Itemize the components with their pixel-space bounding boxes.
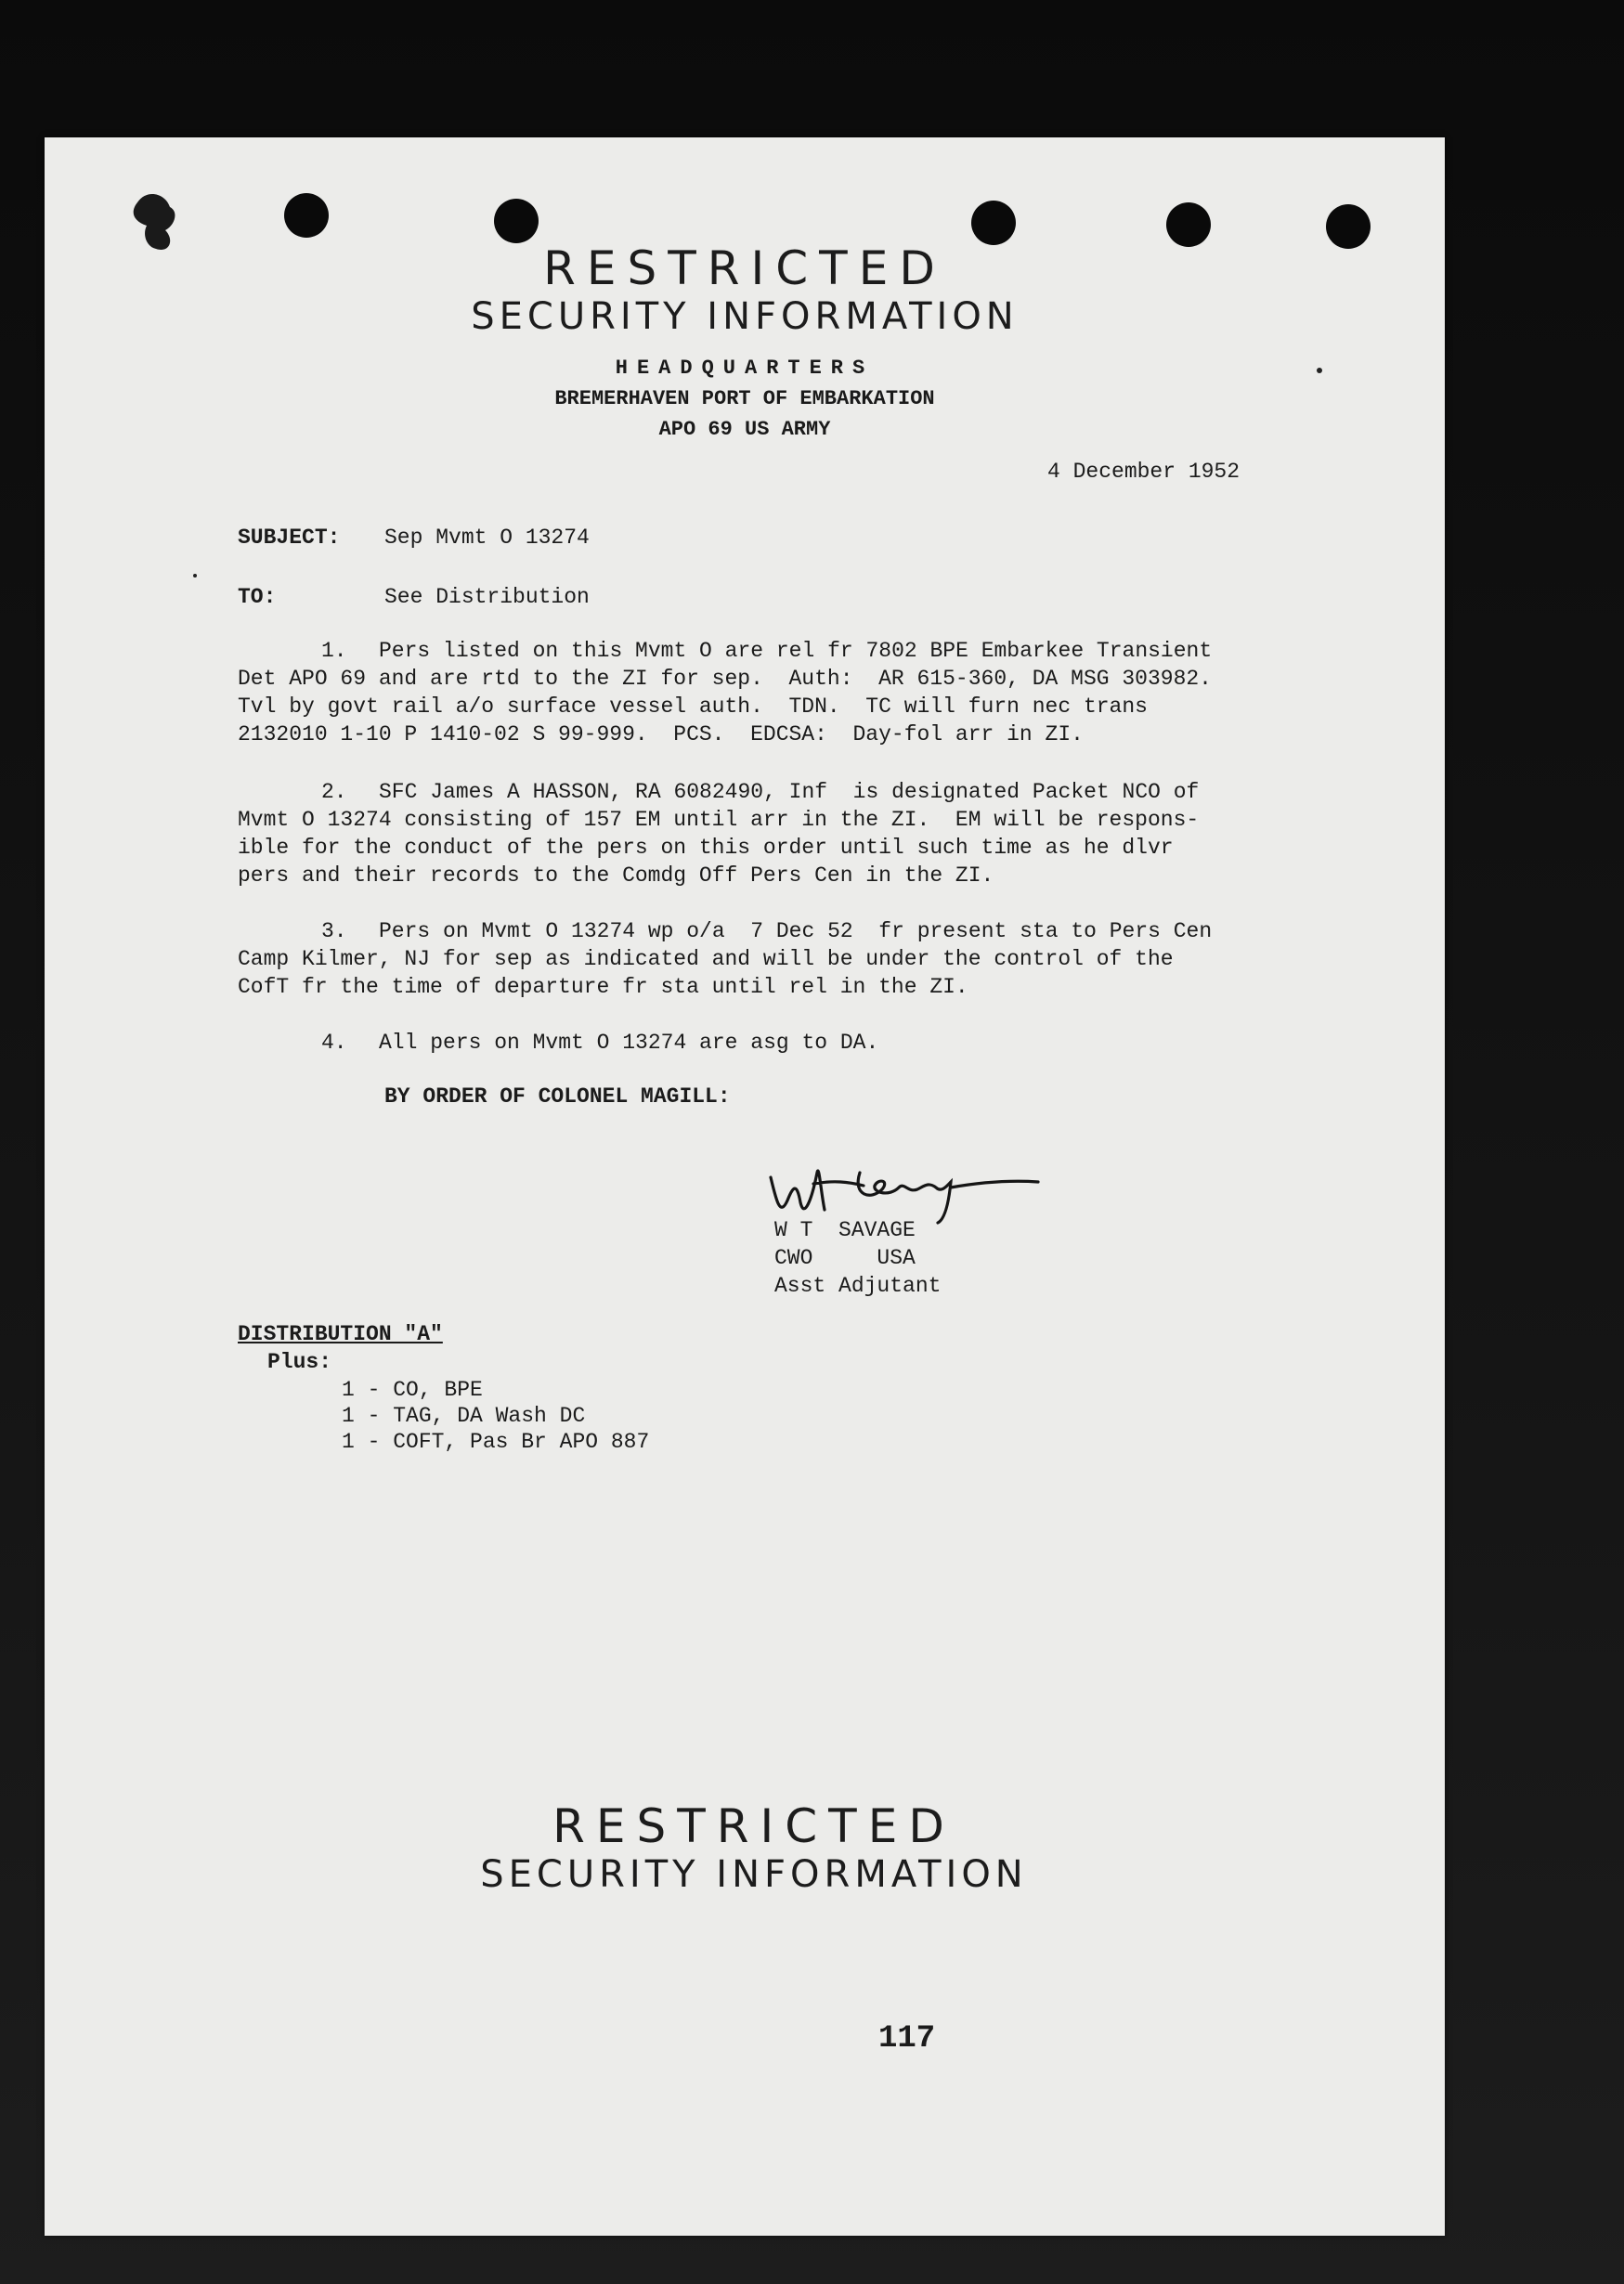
- letterhead-line-3: APO 69 US ARMY: [658, 418, 831, 441]
- stamp-line-security: SECURITY INFORMATION: [471, 295, 1019, 338]
- stamp-line-security: SECURITY INFORMATION: [480, 1853, 1028, 1896]
- paragraph-2-line-2: Mvmt O 13274 consisting of 157 EM until arr in the ZI. EM will be respons-: [238, 808, 1200, 832]
- paragraph-1-line-3: Tvl by govt rail a/o surface vessel auth. TDN. TC will furn nec trans: [238, 694, 1148, 719]
- distribution-item: 1 - TAG, DA Wash DC: [342, 1404, 586, 1428]
- letterhead-line-1: HEADQUARTERS: [615, 357, 875, 380]
- speck: [1317, 368, 1322, 373]
- to-value: See Distribution: [384, 585, 590, 609]
- paragraph-2-line-1: SFC James A HASSON, RA 6082490, Inf is designated Packet NCO of: [379, 780, 1200, 804]
- signature-rank: CWO USA: [774, 1246, 916, 1270]
- signature-title: Asst Adjutant: [774, 1274, 942, 1298]
- to-label: TO:: [238, 585, 277, 609]
- paragraph-1-line-2: Det APO 69 and are rtd to the ZI for sep. Auth: AR 615-360, DA MSG 303982.: [238, 667, 1212, 691]
- paragraph-3-line-3: CofT fr the time of departure fr sta until rel in the ZI.: [238, 975, 968, 999]
- subject-value: Sep Mvmt O 13274: [384, 526, 590, 550]
- stamp-line-restricted: RESTRICTED: [543, 241, 946, 295]
- signature-name: W T SAVAGE: [774, 1218, 916, 1242]
- punch-hole: [284, 193, 329, 238]
- paragraph-2-line-4: pers and their records to the Comdg Off Pers Cen in the ZI.: [238, 863, 994, 888]
- punch-hole: [971, 201, 1016, 245]
- distribution-item: 1 - CO, BPE: [342, 1378, 483, 1402]
- paragraph-2-number: 2.: [321, 780, 347, 804]
- paragraph-4-number: 4.: [321, 1031, 347, 1055]
- speck: [193, 574, 197, 577]
- letterhead: [45, 353, 1445, 445]
- distribution-item: 1 - COFT, Pas Br APO 887: [342, 1430, 650, 1454]
- punch-hole: [494, 199, 539, 243]
- page-number: 117: [878, 2021, 936, 2057]
- stamp-line-restricted: RESTRICTED: [552, 1799, 955, 1853]
- restricted-stamp-top: [45, 241, 1445, 338]
- paragraph-4-line-1: All pers on Mvmt O 13274 are asg to DA.: [379, 1031, 879, 1055]
- paragraph-2-line-3: ible for the conduct of the pers on this order until such time as he dlvr: [238, 836, 1174, 860]
- paragraph-3-number: 3.: [321, 919, 347, 943]
- date: 4 December 1952: [1047, 460, 1241, 484]
- subject-label: SUBJECT:: [238, 526, 341, 550]
- by-order-line: BY ORDER OF COLONEL MAGILL:: [384, 1084, 731, 1109]
- paragraph-1-number: 1.: [321, 639, 347, 663]
- restricted-stamp-bottom: [54, 1799, 1454, 1896]
- punch-hole: [1166, 202, 1211, 247]
- paragraph-3-line-2: Camp Kilmer, NJ for sep as indicated and will be under the control of the: [238, 947, 1174, 971]
- letterhead-line-2: BREMERHAVEN PORT OF EMBARKATION: [554, 387, 935, 410]
- paragraph-3-line-1: Pers on Mvmt O 13274 wp o/a 7 Dec 52 fr present sta to Pers Cen: [379, 919, 1213, 943]
- paragraph-1-line-4: 2132010 1-10 P 1410-02 S 99-999. PCS. EDCSA: Day-fol arr in ZI.: [238, 722, 1084, 746]
- distribution-plus: Plus:: [267, 1350, 332, 1374]
- document-page: [45, 137, 1445, 2236]
- paragraph-1-line-1: Pers listed on this Mvmt O are rel fr 7802 BPE Embarkee Transient: [379, 639, 1213, 663]
- distribution-title: DISTRIBUTION "A": [238, 1322, 443, 1346]
